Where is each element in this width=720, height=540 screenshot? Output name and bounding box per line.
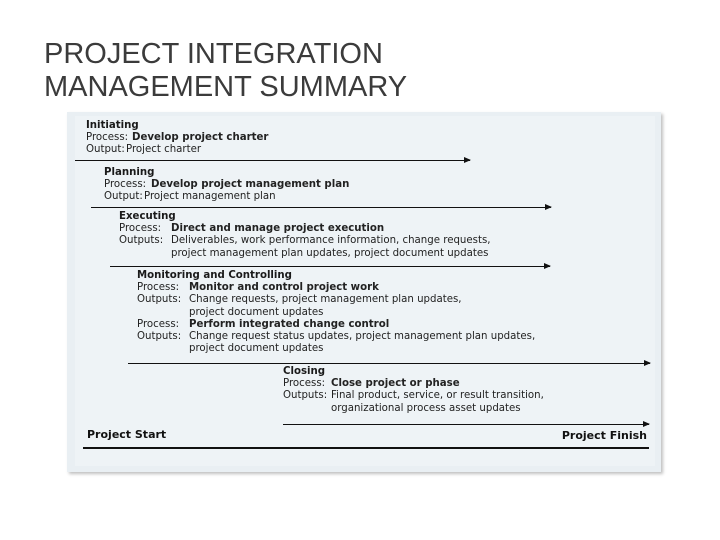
row-label: Process: (137, 318, 180, 330)
row-label: Process: (119, 223, 162, 235)
phase-name: Closing (283, 366, 326, 377)
phase-row (137, 331, 535, 343)
phase-row (86, 132, 268, 144)
project-start-label: Project Start (87, 428, 167, 441)
phase-executing (119, 211, 491, 260)
phase-row (119, 223, 491, 235)
row-value: project management plan updates, project document updates (171, 247, 489, 259)
closing-arrow (283, 424, 649, 425)
row-value: Perform integrated change control (189, 318, 390, 330)
phase-name: Monitoring and Controlling (137, 270, 292, 281)
executing-arrow (110, 266, 550, 267)
row-value: Change requests, project management plan updates, (189, 294, 462, 306)
row-label: Output: (86, 144, 125, 156)
row-value: Monitor and control project work (189, 282, 379, 294)
row-value: Project management plan (144, 191, 276, 203)
monitoring-controlling-arrow (128, 363, 650, 364)
row-label (119, 248, 171, 260)
row-value: Final product, service, or result transition, (331, 390, 544, 402)
phase-row (137, 307, 535, 319)
row-label: Process: (283, 378, 326, 390)
phase-row (104, 191, 349, 203)
project-finish-label: Project Finish (561, 429, 647, 442)
row-label: Outputs: (119, 235, 164, 247)
initiating-arrow (75, 160, 470, 161)
row-value: Deliverables, work performance information, change requests, (171, 235, 491, 247)
phase-name: Planning (104, 167, 155, 178)
row-label: Output: (104, 191, 143, 203)
integration-timeline-figure (67, 112, 661, 472)
phase-planning (104, 167, 349, 204)
phase-name: Executing (119, 211, 176, 222)
phase-row (137, 282, 535, 294)
row-value: organizational process asset updates (331, 402, 521, 414)
row-label: Process: (137, 282, 180, 294)
row-label: Process: (104, 179, 147, 191)
phase-closing (283, 366, 544, 415)
row-label: Process: (86, 132, 129, 144)
phase-row (137, 319, 535, 331)
row-label (137, 343, 189, 355)
row-value: Develop project charter (132, 132, 269, 144)
slide-title-line-1: PROJECT INTEGRATION (44, 38, 383, 70)
phase-row (104, 179, 349, 191)
row-label: Outputs: (137, 331, 182, 343)
phase-row (86, 144, 268, 156)
row-label: Outputs: (137, 294, 182, 306)
row-value: Project charter (126, 144, 202, 156)
row-value: Develop project management plan (151, 179, 350, 191)
phase-initiating (86, 120, 268, 157)
row-label (137, 307, 189, 319)
figure-panel (75, 116, 655, 466)
phase-row (137, 343, 535, 355)
phase-row (119, 248, 491, 260)
phase-row (283, 390, 544, 402)
phase-row (283, 403, 544, 415)
phase-name: Initiating (86, 120, 139, 131)
row-value: project document updates (189, 306, 324, 318)
phase-row (137, 294, 535, 306)
slide-title (44, 38, 407, 104)
row-value: Direct and manage project execution (171, 223, 385, 235)
row-value: Change request status updates, project management plan updates, (189, 331, 536, 343)
phase-row (119, 235, 491, 247)
project-timeline-line (83, 447, 649, 449)
planning-arrow (91, 207, 551, 208)
phase-row (283, 378, 544, 390)
phase-monitoring-controlling (137, 270, 535, 355)
row-label (283, 403, 331, 415)
slide-title-line-2: MANAGEMENT SUMMARY (44, 71, 408, 103)
row-value: Close project or phase (331, 378, 460, 390)
row-label: Outputs: (283, 390, 328, 402)
row-value: project document updates (189, 343, 324, 355)
